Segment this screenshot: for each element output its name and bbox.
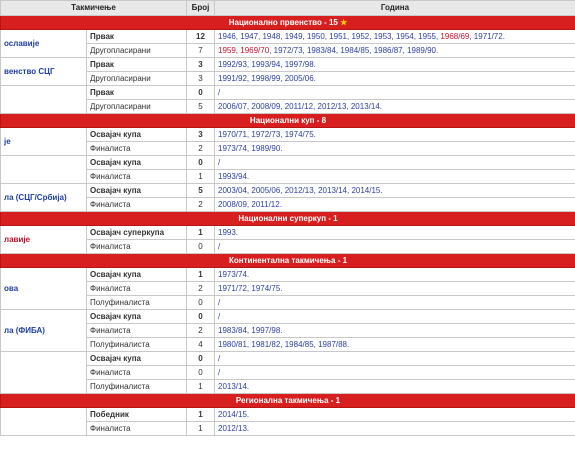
section-title (1, 16, 575, 30)
years-cell (215, 44, 575, 58)
table-row (1, 44, 575, 58)
years-link[interactable]: / (218, 87, 221, 97)
category-cell: Освајач купа (87, 310, 187, 324)
years-link[interactable]: 1973/74, 1989/90. (218, 143, 283, 153)
count-cell: 1 (187, 268, 215, 282)
category-cell: Финалиста (87, 282, 187, 296)
category-cell: Полуфиналиста (87, 338, 187, 352)
table-row (1, 128, 575, 142)
table-row (1, 422, 575, 436)
table-row (1, 198, 575, 212)
table-row (1, 72, 575, 86)
category-cell: Освајач купа (87, 268, 187, 282)
header-competition[interactable]: Такмичење (1, 1, 187, 16)
table-row (1, 58, 575, 72)
table-row (1, 100, 575, 114)
years-link[interactable]: 1973/74. (218, 269, 250, 279)
category-cell: Освајач купа (87, 184, 187, 198)
years-cell (215, 128, 575, 142)
years-link[interactable]: 2012/13. (218, 423, 250, 433)
category-cell: Финалиста (87, 324, 187, 338)
count-cell: 0 (187, 240, 215, 254)
category-cell: Освајач суперкупа (87, 226, 187, 240)
table-row (1, 324, 575, 338)
table-row (1, 282, 575, 296)
table-row (1, 184, 575, 198)
table-row (1, 408, 575, 422)
years-cell (215, 282, 575, 296)
table-row (1, 310, 575, 324)
team-cell[interactable] (1, 408, 87, 436)
count-cell: 0 (187, 352, 215, 366)
years-cell (215, 352, 575, 366)
years-cell (215, 380, 575, 394)
years-link[interactable]: 2003/04, 2005/06, 2012/13, 2013/14, 2014/15. (218, 185, 383, 195)
years-cell (215, 296, 575, 310)
years-cell (215, 422, 575, 436)
years-link[interactable]: 1992/93, 1993/94, 1997/98. (218, 59, 316, 69)
count-cell: 0 (187, 310, 215, 324)
years-link[interactable]: 2013/14. (218, 381, 250, 391)
team-cell[interactable] (1, 156, 87, 184)
category-cell: Другопласирани (87, 100, 187, 114)
team-cell[interactable] (1, 86, 87, 114)
years-link[interactable]: / (218, 367, 221, 377)
table-row (1, 86, 575, 100)
years-link[interactable]: 1980/81, 1981/82, 1984/85, 1987/88. (218, 339, 350, 349)
count-cell: 2 (187, 142, 215, 156)
category-cell: Освајач купа (87, 128, 187, 142)
count-cell: 1 (187, 226, 215, 240)
category-cell: Првак (87, 58, 187, 72)
section-header-row (1, 114, 575, 128)
table-body (1, 16, 575, 436)
count-cell: 3 (187, 128, 215, 142)
category-cell: Првак (87, 86, 187, 100)
section-title-text: Континентална такмичења - 1 (228, 255, 348, 265)
years-link[interactable]: 2008/09, 2011/12. (218, 199, 282, 209)
count-cell: 1 (187, 422, 215, 436)
team-cell[interactable]: ова (1, 268, 87, 310)
count-cell: 5 (187, 184, 215, 198)
count-cell: 7 (187, 44, 215, 58)
category-cell: Финалиста (87, 366, 187, 380)
section-header-row (1, 394, 575, 408)
category-cell: Финалиста (87, 170, 187, 184)
count-cell: 4 (187, 338, 215, 352)
years-cell (215, 366, 575, 380)
section-header-row (1, 16, 575, 30)
header-years[interactable]: Година (215, 1, 575, 16)
table-row (1, 156, 575, 170)
years-link[interactable]: / (218, 241, 221, 251)
team-cell[interactable]: ославије (1, 30, 87, 58)
count-cell: 5 (187, 100, 215, 114)
count-cell: 2 (187, 282, 215, 296)
years-link[interactable]: / (218, 311, 221, 321)
table-row (1, 366, 575, 380)
team-cell[interactable]: је (1, 128, 87, 156)
category-cell: Финалиста (87, 240, 187, 254)
years-link[interactable]: 1959, 1969/70 (218, 45, 270, 55)
team-cell[interactable]: ла (ФИБА) (1, 310, 87, 352)
star-icon: ★ (340, 17, 348, 27)
count-cell: 2 (187, 198, 215, 212)
years-cell (215, 268, 575, 282)
section-title-text: Национални куп - 8 (249, 115, 327, 125)
category-cell: Првак (87, 30, 187, 44)
years-cell (215, 72, 575, 86)
years-link[interactable]: 1968/69 (440, 31, 470, 41)
count-cell: 2 (187, 324, 215, 338)
years-cell (215, 58, 575, 72)
years-link[interactable]: 1946, 1947, 1948, 1949, 1950, 1951, 1952, 1953, 1954, 1955, (218, 31, 441, 41)
table-row (1, 30, 575, 44)
count-cell: 0 (187, 366, 215, 380)
years-link[interactable]: 1991/92, 1998/99, 2005/06. (218, 73, 316, 83)
count-cell: 3 (187, 72, 215, 86)
team-cell[interactable]: венство СЦГ (1, 58, 87, 86)
years-link[interactable]: 2006/07, 2008/09, 2011/12, 2012/13, 2013/14. (218, 101, 382, 111)
section-title-text: Регионална такмичења - 1 (235, 395, 341, 405)
category-cell: Победник (87, 408, 187, 422)
years-link[interactable]: / (218, 353, 221, 363)
category-cell: Финалиста (87, 422, 187, 436)
years-cell (215, 156, 575, 170)
table-row (1, 338, 575, 352)
count-cell: 1 (187, 380, 215, 394)
section-title (1, 254, 575, 268)
years-cell (215, 184, 575, 198)
category-cell: Полуфиналиста (87, 380, 187, 394)
section-title (1, 394, 575, 408)
section-title-text: Национално првенство - 15 (228, 17, 338, 27)
count-cell: 0 (187, 156, 215, 170)
section-title-text: Национални суперкуп - 1 (238, 213, 338, 223)
section-header-row (1, 212, 575, 226)
count-cell: 12 (187, 30, 215, 44)
category-cell: Финалиста (87, 198, 187, 212)
category-cell: Полуфиналиста (87, 296, 187, 310)
count-cell: 1 (187, 170, 215, 184)
team-cell[interactable] (1, 352, 87, 394)
category-cell: Освајач купа (87, 352, 187, 366)
years-cell (215, 30, 575, 44)
years-link[interactable]: 1993/94. (218, 171, 250, 181)
table-row (1, 296, 575, 310)
years-link[interactable]: , 1971/72. (469, 31, 505, 41)
section-title (1, 114, 575, 128)
table-row (1, 240, 575, 254)
count-cell: 0 (187, 86, 215, 100)
table-row (1, 352, 575, 366)
section-title (1, 212, 575, 226)
years-cell (215, 100, 575, 114)
years-cell (215, 324, 575, 338)
years-cell (215, 142, 575, 156)
years-link[interactable]: 1983/84, 1997/98. (218, 325, 283, 335)
header-count[interactable]: Број (187, 1, 215, 16)
table-row (1, 268, 575, 282)
years-cell (215, 338, 575, 352)
years-cell (215, 170, 575, 184)
table-header-row (1, 1, 575, 16)
years-link[interactable]: 1971/72, 1974/75. (218, 283, 283, 293)
team-cell[interactable]: ла (СЦГ/Србија) (1, 184, 87, 212)
years-cell (215, 226, 575, 240)
years-cell (215, 408, 575, 422)
count-cell: 0 (187, 296, 215, 310)
years-cell (215, 240, 575, 254)
table-row (1, 226, 575, 240)
years-cell (215, 86, 575, 100)
years-link[interactable]: 1970/71, 1972/73, 1974/75. (218, 129, 316, 139)
count-cell: 3 (187, 58, 215, 72)
years-link[interactable]: / (218, 297, 221, 307)
category-cell: Другопласирани (87, 72, 187, 86)
category-cell: Освајач купа (87, 156, 187, 170)
table-row (1, 142, 575, 156)
years-cell (215, 310, 575, 324)
category-cell: Финалиста (87, 142, 187, 156)
years-cell (215, 198, 575, 212)
section-header-row (1, 254, 575, 268)
years-link[interactable]: / (218, 157, 221, 167)
table-row (1, 170, 575, 184)
category-cell: Другопласирани (87, 44, 187, 58)
years-link[interactable]: 1993. (218, 227, 239, 237)
years-link[interactable]: 2014/15. (218, 409, 250, 419)
count-cell: 1 (187, 408, 215, 422)
table-row (1, 380, 575, 394)
years-link[interactable]: , 1972/73, 1983/84, 1984/85, 1986/87, 1989/90. (269, 45, 439, 55)
team-cell[interactable]: лавије (1, 226, 87, 254)
